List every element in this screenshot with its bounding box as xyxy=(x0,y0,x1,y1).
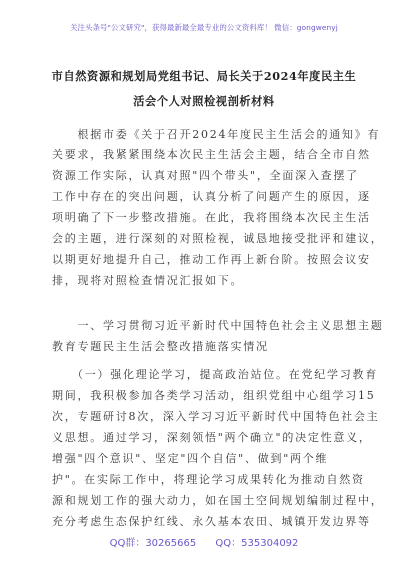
body-line: 排，现将对照检查情况汇报如下。 xyxy=(52,274,244,287)
body-line: 以期更好地提升自己，推动工作再上新台阶。按照会议安 xyxy=(52,253,371,266)
body-line: 期间，我积极参加各类学习活动，组织党组中心组学习15 xyxy=(52,389,376,402)
body-line: 关要求，我紧紧围绕本次民主生活会主题，结合全市自然 xyxy=(52,148,371,161)
body-line: 工作中存在的突出问题，认真分析了问题产生的原因，逐 xyxy=(52,190,371,203)
body-line: 护"。在实际工作中，将理论学习成果转化为推动自然资 xyxy=(52,473,365,486)
body-line: 充分考虑生态保护红线、永久基本农田、城镇开发边界等 xyxy=(52,515,371,528)
section-heading-line: 教育专题民主生活会整改措施落实情况 xyxy=(52,340,269,353)
qq-number: QQ：535304092 xyxy=(215,538,299,549)
qq-group-number: QQ群：30265665 xyxy=(109,538,197,549)
body-line: 项明确了下一步整改措施。在此，我将围绕本次民主生活 xyxy=(52,211,371,224)
document-title-line-1: 市自然资源和规划局党组书记、局长关于2024年度民主生 xyxy=(51,69,357,83)
source-banner: 关注头条号"公文研究"，获得最新最全最专业的公文资料库！ 微信：gongwenyj xyxy=(70,23,338,32)
body-line: 源和规划工作的强大动力，如在国土空间规划编制过程中， xyxy=(52,494,384,507)
body-line: 会的主题，进行深刻的对照检视，诚恳地接受批评和建议， xyxy=(52,232,384,245)
body-line: 资源工作实际，认真对照"四个带头"，全面深入查摆了 xyxy=(52,169,359,182)
section-heading-line: 一、学习贯彻习近平新时代中国特色社会主义思想主题 xyxy=(52,319,384,332)
body-line: 次，专题研讨8次，深入学习习近平新时代中国特色社会主 xyxy=(52,410,380,423)
body-line: 增强"四个意识"、坚定"四个自信"、做到"两个维 xyxy=(52,452,329,465)
contact-footer xyxy=(0,534,408,549)
document-title-line-2: 活会个人对照检视剖析材料 xyxy=(133,94,275,108)
body-line: （一）强化理论学习，提高政治站位。在党纪学习教育 xyxy=(52,368,378,381)
body-line: 根据市委《关于召开2024年度民主生活会的通知》有 xyxy=(52,128,381,141)
body-line: 义思想。通过学习，深刻领悟"两个确立"的决定性意义， xyxy=(52,431,372,444)
